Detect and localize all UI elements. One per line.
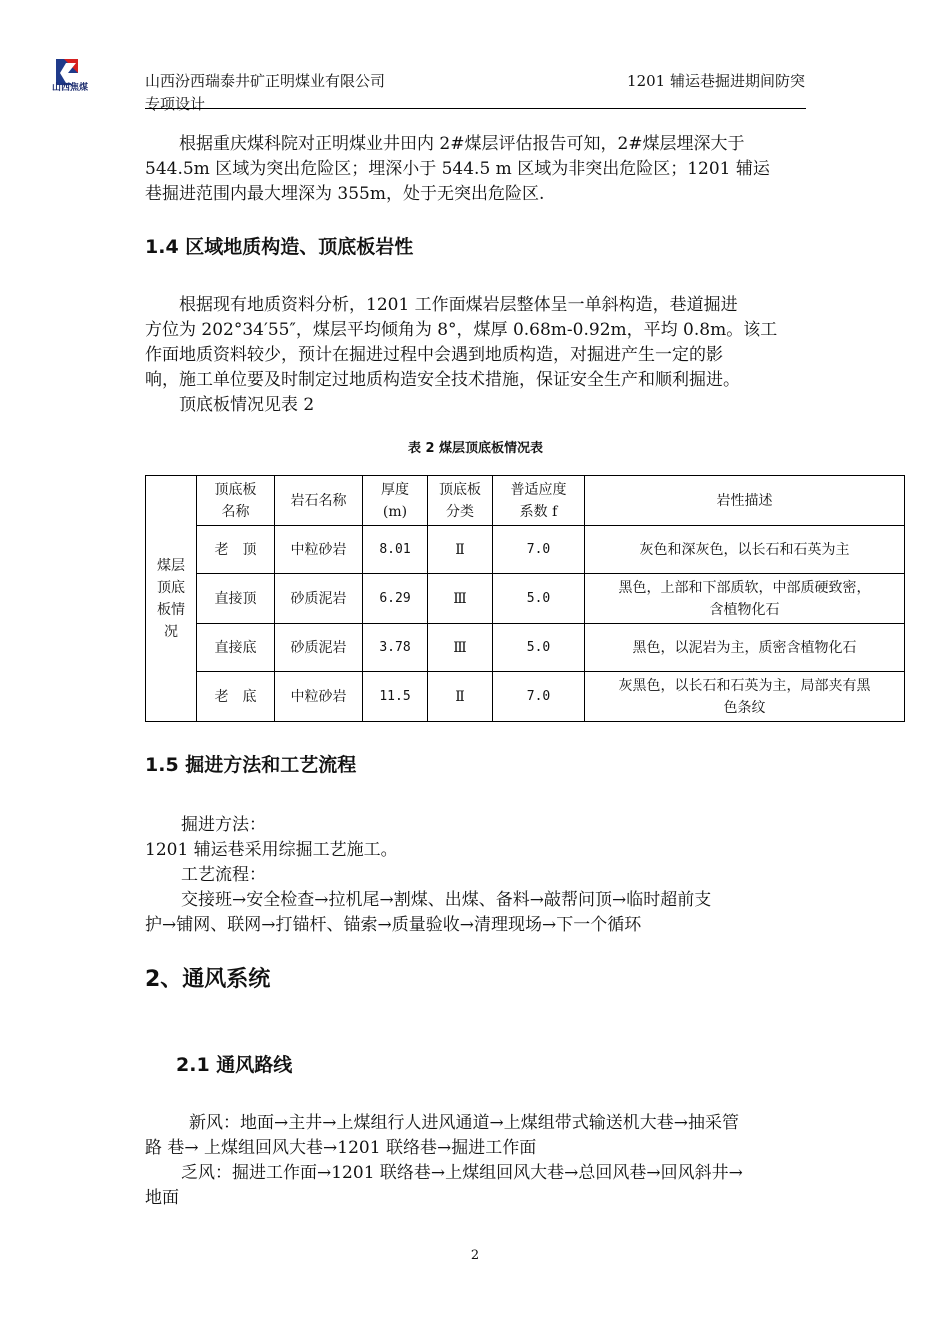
fresh-air-line: 新风：地面→主井→上煤组行人进风通道→上煤组带式输送机大巷→抽采管	[189, 1113, 739, 1133]
column-header: 厚度 (m)	[363, 476, 428, 526]
cell-class: Ⅱ	[428, 526, 493, 574]
paragraph-line: 根据现有地质资料分析，1201 工作面煤岩层整体呈一单斜构造，巷道掘进	[179, 295, 738, 315]
intro-line: 巷掘进范围内最大埋深为 355m，处于无突出危险区.	[145, 184, 545, 204]
section-1-4-heading: 1.4 区域地质构造、顶底板岩性	[145, 236, 414, 258]
cell-rock: 砂质泥岩	[275, 624, 363, 672]
table-row	[146, 624, 905, 672]
cell-class: Ⅲ	[428, 624, 493, 672]
cell-name: 直接底	[197, 624, 275, 672]
column-header: 岩石名称	[275, 476, 363, 526]
cell-rock: 中粒砂岩	[275, 672, 363, 722]
column-header: 顶底板 名称	[197, 476, 275, 526]
section-1-5-heading: 1.5 掘进方法和工艺流程	[145, 754, 357, 776]
table-caption: 表 2 煤层顶底板情况表	[407, 441, 544, 456]
intro-line: 544.5m 区域为突出危险区；埋深小于 544.5 m 区域为非突出危险区；1201 辅运	[145, 159, 770, 179]
logo-text: 山西焦煤	[52, 83, 89, 93]
page-number: 2	[470, 1248, 480, 1263]
paragraph-line: 顶底板情况见表 2	[179, 395, 315, 415]
table-row	[146, 574, 905, 624]
cell-thickness: 8.01	[363, 526, 428, 574]
column-header: 普适应度 系数 f	[493, 476, 585, 526]
section-1-5-paragraph	[145, 813, 806, 938]
cell-name: 直接顶	[197, 574, 275, 624]
cell-f: 7.0	[493, 672, 585, 722]
cell-rock: 砂质泥岩	[275, 574, 363, 624]
column-header: 岩性描述	[585, 476, 905, 526]
column-header: 顶底板 分类	[428, 476, 493, 526]
return-air-line: 地面	[145, 1188, 179, 1208]
cell-f: 5.0	[493, 624, 585, 672]
paragraph-line: 方位为 202°34′55″，煤层平均倾角为 8°，煤厚 0.68m-0.92m，平均 0.8m。该工	[145, 320, 778, 340]
header-company-line2: 专项设计	[145, 95, 206, 113]
cell-desc: 黑色，以泥岩为主，质密含植物化石	[585, 624, 905, 672]
cell-desc: 黑色，上部和下部质软，中部质硬致密， 含植物化石	[585, 574, 905, 624]
section-1-4-paragraph	[145, 293, 806, 418]
method-label: 掘进方法：	[181, 815, 266, 835]
process-label: 工艺流程：	[181, 865, 266, 885]
header-doc-title: 1201 辅运巷掘进期间防突	[627, 72, 805, 90]
row-group-header: 煤层 顶底 板情 况	[146, 476, 197, 722]
header-company: 山西汾西瑞泰井矿正明煤业有限公司	[145, 72, 386, 90]
table-row	[146, 672, 905, 722]
return-air-line: 乏风：掘进工作面→1201 联络巷→上煤组回风大巷→总回风巷→回风斜井→	[181, 1163, 743, 1183]
cell-thickness: 11.5	[363, 672, 428, 722]
fresh-air-line: 路 巷→ 上煤组回风大巷→1201 联络巷→掘进工作面	[145, 1138, 537, 1158]
table-row	[146, 526, 905, 574]
cell-thickness: 6.29	[363, 574, 428, 624]
section-2-1-heading: 2.1 通风路线	[176, 1054, 293, 1076]
table-header-row	[146, 476, 905, 526]
process-line: 交接班→安全检查→拉机尾→割煤、出煤、备料→敲帮问顶→临时超前支	[181, 890, 712, 910]
cell-class: Ⅲ	[428, 574, 493, 624]
cell-class: Ⅱ	[428, 672, 493, 722]
cell-desc: 灰色和深灰色，以长石和石英为主	[585, 526, 905, 574]
header-rule	[145, 108, 806, 109]
method-text: 1201 辅运巷采用综掘工艺施工。	[145, 840, 398, 860]
cell-f: 7.0	[493, 526, 585, 574]
cell-name: 老 底	[197, 672, 275, 722]
cell-thickness: 3.78	[363, 624, 428, 672]
process-line: 护→铺网、联网→打锚杆、锚索→质量验收→清理现场→下一个循环	[145, 915, 642, 935]
section-2-1-paragraph	[145, 1111, 806, 1211]
paragraph-line: 作面地质资料较少，预计在掘进过程中会遇到地质构造，对掘进产生一定的影	[145, 345, 723, 365]
intro-line: 根据重庆煤科院对正明煤业井田内 2#煤层评估报告可知，2#煤层埋深大于	[179, 134, 745, 154]
intro-paragraph	[145, 132, 806, 207]
rock-table	[145, 475, 905, 722]
cell-name: 老 顶	[197, 526, 275, 574]
paragraph-line: 响，施工单位要及时制定过地质构造安全技术措施，保证安全生产和顺利掘进。	[145, 370, 740, 390]
cell-f: 5.0	[493, 574, 585, 624]
cell-rock: 中粒砂岩	[275, 526, 363, 574]
cell-desc: 灰黑色，以长石和石英为主，局部夹有黑 色条纹	[585, 672, 905, 722]
section-2-heading: 2、通风系统	[145, 967, 271, 992]
